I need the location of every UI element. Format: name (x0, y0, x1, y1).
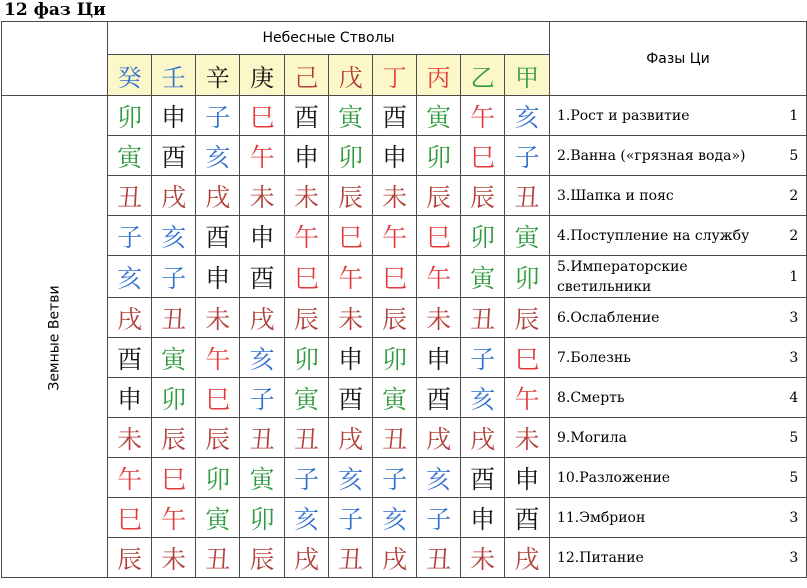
branch-cell: 子 (240, 378, 285, 418)
stem-cell: 丁 (373, 55, 417, 96)
branch-cell: 丑 (417, 538, 461, 578)
branch-cell: 申 (196, 256, 240, 298)
branch-cell: 戌 (152, 176, 196, 216)
branch-cell: 午 (196, 338, 240, 378)
branch-cell: 子 (108, 216, 152, 256)
branch-cell: 丑 (373, 418, 417, 458)
branch-cell: 巳 (461, 136, 505, 176)
branch-cell: 午 (285, 216, 329, 256)
phase-number: 3 (782, 298, 807, 338)
stem-cell: 癸 (108, 55, 152, 96)
branch-cell: 辰 (373, 298, 417, 338)
phase-number: 5 (782, 136, 807, 176)
branch-cell: 寅 (505, 216, 550, 256)
table-row (2, 216, 807, 256)
branch-cell: 丑 (108, 176, 152, 216)
branch-cell: 子 (285, 458, 329, 498)
branch-cell: 寅 (373, 378, 417, 418)
branch-cell: 巳 (417, 216, 461, 256)
branch-cell: 寅 (417, 96, 461, 136)
branch-cell: 亥 (285, 498, 329, 538)
branch-cell: 子 (417, 498, 461, 538)
branch-cell: 午 (329, 256, 373, 298)
corner-cell (2, 22, 108, 96)
branch-cell: 寅 (196, 498, 240, 538)
branch-cell: 子 (329, 498, 373, 538)
branch-cell: 亥 (329, 458, 373, 498)
branch-cell: 亥 (108, 256, 152, 298)
stem-cell: 己 (285, 55, 329, 96)
branch-cell: 亥 (373, 498, 417, 538)
phase-number: 3 (782, 538, 807, 578)
branch-cell: 巳 (196, 378, 240, 418)
phase-name: 6.Ослабление (549, 298, 781, 338)
branch-cell: 辰 (285, 298, 329, 338)
page-title: 12 фаз Ци (4, 0, 106, 20)
table-row (2, 378, 807, 418)
branch-cell: 申 (505, 458, 550, 498)
branch-cell: 戌 (240, 298, 285, 338)
stem-cell: 戊 (329, 55, 373, 96)
table-row (2, 136, 807, 176)
branch-cell: 巳 (329, 216, 373, 256)
stem-cell: 甲 (505, 55, 550, 96)
branch-cell: 申 (329, 338, 373, 378)
phase-name: 11.Эмбрион (549, 498, 781, 538)
table-row (2, 298, 807, 338)
stem-cell: 辛 (196, 55, 240, 96)
phase-name: 1.Рост и развитие (549, 96, 781, 136)
phase-number: 1 (782, 256, 807, 298)
stem-cell: 丙 (417, 55, 461, 96)
branch-cell: 辰 (417, 176, 461, 216)
branch-cell: 子 (196, 96, 240, 136)
table-row (2, 418, 807, 458)
branch-cell: 戌 (461, 418, 505, 458)
branch-cell: 酉 (196, 216, 240, 256)
branch-cell: 辰 (505, 298, 550, 338)
branch-cell: 申 (285, 136, 329, 176)
phase-name: 2.Ванна («грязная вода») (549, 136, 781, 176)
branch-cell: 巳 (505, 338, 550, 378)
table-row (2, 458, 807, 498)
branch-cell: 丑 (196, 538, 240, 578)
phase-name: 7.Болезнь (549, 338, 781, 378)
branch-cell: 午 (373, 216, 417, 256)
table-row (2, 338, 807, 378)
branch-cell: 未 (196, 298, 240, 338)
branch-cell: 子 (461, 338, 505, 378)
branch-cell: 未 (373, 176, 417, 216)
branch-cell: 未 (417, 298, 461, 338)
branch-cell: 酉 (329, 378, 373, 418)
phase-number: 5 (782, 458, 807, 498)
phase-number: 3 (782, 338, 807, 378)
branch-cell: 巳 (240, 96, 285, 136)
branch-cell: 卯 (240, 498, 285, 538)
table-body (2, 22, 807, 578)
branch-cell: 戌 (373, 538, 417, 578)
phase-name: 3.Шапка и пояс (549, 176, 781, 216)
branch-cell: 未 (108, 418, 152, 458)
branch-cell: 丑 (461, 298, 505, 338)
table-row (2, 498, 807, 538)
earthly-branches-header (2, 96, 108, 578)
branch-cell: 戌 (285, 538, 329, 578)
phase-number: 4 (782, 378, 807, 418)
branch-cell: 卯 (505, 256, 550, 298)
phase-name: 8.Смерть (549, 378, 781, 418)
branch-cell: 未 (285, 176, 329, 216)
branch-cell: 子 (505, 136, 550, 176)
branch-cell: 亥 (417, 458, 461, 498)
table-row (2, 96, 807, 136)
branch-cell: 酉 (240, 256, 285, 298)
branch-cell: 丑 (505, 176, 550, 216)
stem-cell: 庚 (240, 55, 285, 96)
table-row (2, 538, 807, 578)
branch-cell: 辰 (329, 176, 373, 216)
branch-cell: 寅 (240, 458, 285, 498)
branch-cell: 戌 (329, 418, 373, 458)
branch-cell: 戌 (196, 176, 240, 216)
branch-cell: 巳 (152, 458, 196, 498)
branch-cell: 申 (240, 216, 285, 256)
branch-cell: 午 (240, 136, 285, 176)
stem-cell: 乙 (461, 55, 505, 96)
branch-cell: 未 (461, 538, 505, 578)
branch-cell: 午 (461, 96, 505, 136)
branch-cell: 巳 (108, 498, 152, 538)
header-row (2, 22, 807, 55)
table-row (2, 256, 807, 298)
earthly-branches-label: Земные Ветви (46, 285, 63, 391)
branch-cell: 酉 (285, 96, 329, 136)
branch-cell: 酉 (505, 498, 550, 538)
branch-cell: 辰 (196, 418, 240, 458)
branch-cell: 辰 (152, 418, 196, 458)
branch-cell: 酉 (373, 96, 417, 136)
branch-cell: 午 (108, 458, 152, 498)
branch-cell: 辰 (108, 538, 152, 578)
branch-cell: 午 (152, 498, 196, 538)
branch-cell: 亥 (196, 136, 240, 176)
phase-number: 5 (782, 418, 807, 458)
table-row (2, 176, 807, 216)
branch-cell: 丑 (285, 418, 329, 458)
branch-cell: 卯 (285, 338, 329, 378)
branch-cell: 亥 (461, 378, 505, 418)
branch-cell: 丑 (329, 538, 373, 578)
branch-cell: 巳 (373, 256, 417, 298)
qi-phases-table (1, 21, 807, 578)
phase-number: 3 (782, 498, 807, 538)
branch-cell: 戌 (505, 538, 550, 578)
branch-cell: 子 (152, 256, 196, 298)
phase-name: 12.Питание (549, 538, 781, 578)
phase-number: 2 (782, 176, 807, 216)
branch-cell: 寅 (285, 378, 329, 418)
branch-cell: 酉 (108, 338, 152, 378)
branch-cell: 申 (417, 338, 461, 378)
branch-cell: 子 (373, 458, 417, 498)
branch-cell: 卯 (108, 96, 152, 136)
branch-cell: 未 (329, 298, 373, 338)
branch-cell: 酉 (152, 136, 196, 176)
heavenly-stems-header: Небесные Стволы (108, 22, 550, 55)
branch-cell: 午 (417, 256, 461, 298)
branch-cell: 戌 (417, 418, 461, 458)
branch-cell: 丑 (152, 298, 196, 338)
branch-cell: 亥 (505, 96, 550, 136)
branch-cell: 卯 (417, 136, 461, 176)
phase-number: 2 (782, 216, 807, 256)
branch-cell: 申 (108, 378, 152, 418)
branch-cell: 寅 (152, 338, 196, 378)
phase-name: 10.Разложение (549, 458, 781, 498)
branch-cell: 丑 (240, 418, 285, 458)
branch-cell: 酉 (461, 458, 505, 498)
branch-cell: 寅 (461, 256, 505, 298)
branch-cell: 未 (240, 176, 285, 216)
phase-name: 4.Поступление на службу (549, 216, 781, 256)
branch-cell: 未 (152, 538, 196, 578)
branch-cell: 酉 (417, 378, 461, 418)
branch-cell: 卯 (152, 378, 196, 418)
branch-cell: 辰 (240, 538, 285, 578)
branch-cell: 戌 (108, 298, 152, 338)
branch-cell: 午 (505, 378, 550, 418)
branch-cell: 未 (505, 418, 550, 458)
phases-header: Фазы Ци (549, 22, 806, 96)
branch-cell: 寅 (108, 136, 152, 176)
stem-cell: 壬 (152, 55, 196, 96)
branch-cell: 卯 (373, 338, 417, 378)
branch-cell: 寅 (329, 96, 373, 136)
branch-cell: 辰 (461, 176, 505, 216)
phase-name: 9.Могила (549, 418, 781, 458)
branch-cell: 亥 (152, 216, 196, 256)
branch-cell: 申 (373, 136, 417, 176)
branch-cell: 卯 (329, 136, 373, 176)
phase-name: 5.Императорские светильники (549, 256, 781, 298)
branch-cell: 亥 (240, 338, 285, 378)
branch-cell: 卯 (461, 216, 505, 256)
branch-cell: 申 (152, 96, 196, 136)
phase-number: 1 (782, 96, 807, 136)
branch-cell: 巳 (285, 256, 329, 298)
branch-cell: 申 (461, 498, 505, 538)
branch-cell: 卯 (196, 458, 240, 498)
